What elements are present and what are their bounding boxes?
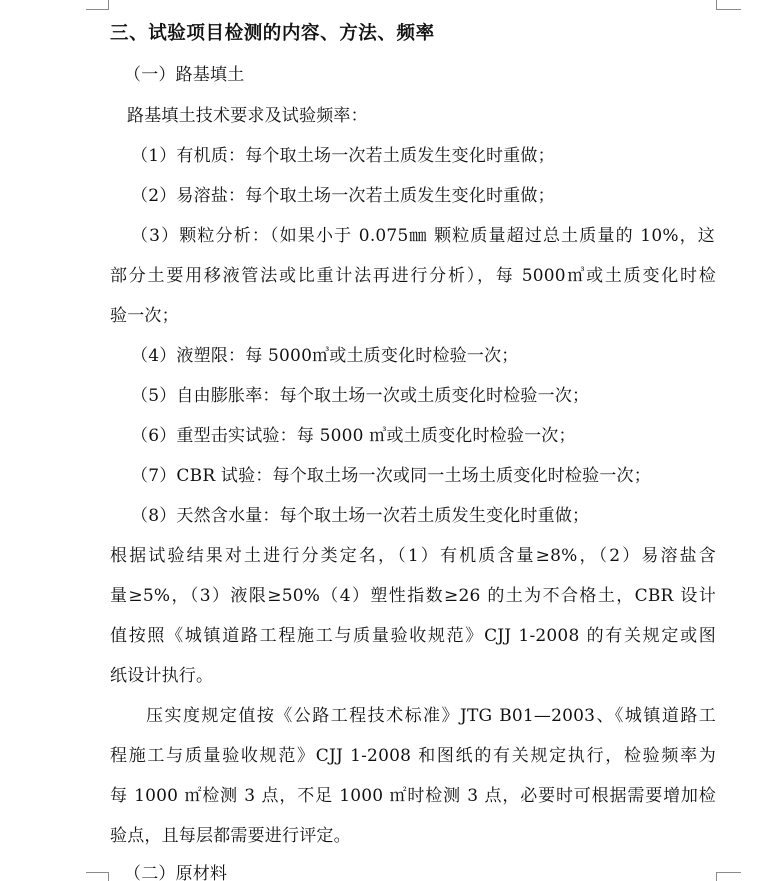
page-corner-mark [716, 872, 741, 881]
list-item: （4）液塑限：每 5000㎥或土质变化时检验一次； [131, 346, 519, 366]
list-item: （1）有机质：每个取土场一次若土质发生变化时重做； [131, 146, 555, 166]
subsection-heading: （二）原材料 [124, 864, 228, 881]
classification-paragraph: 量≥5%，（3）液限≥50%（4）塑性指数≥26 的土为不合格土，CBR 设计 [110, 586, 716, 606]
compaction-paragraph: 程施工与质量验收规范》CJJ 1-2008 和图纸的有关规定执行，检验频率为 [110, 746, 716, 766]
section-title: 三、试验项目检测的内容、方法、频率 [110, 23, 435, 44]
classification-paragraph: 值按照《城镇道路工程施工与质量验收规范》CJJ 1-2008 的有关规定或图 [110, 626, 716, 646]
list-item: （5）自由膨胀率：每个取土场一次或土质变化时检验一次； [131, 386, 590, 406]
classification-paragraph: 纸设计执行。 [110, 666, 214, 686]
list-item: （3）颗粒分析：（如果小于 0.075㎜ 颗粒质量超过总土质量的 10%，这 [131, 226, 715, 246]
classification-paragraph: 根据试验结果对土进行分类定名，（1）有机质含量≥8%，（2）易溶盐含 [110, 546, 716, 566]
compaction-paragraph: 每 1000 ㎡检测 3 点，不足 1000 ㎡时检测 3 点，必要时可根据需要增加检 [110, 786, 716, 806]
page-corner-mark [86, 0, 109, 10]
page-corner-mark [86, 872, 109, 881]
list-item-continued: 部分土要用移液管法或比重计法再进行分析），每 5000㎥或土质变化时检 [110, 266, 716, 286]
subsection-heading: （一）路基填土 [124, 65, 245, 85]
list-item: （2）易溶盐：每个取土场一次若土质发生变化时重做； [131, 186, 555, 206]
list-item: （6）重型击实试验：每 5000 ㎥或土质变化时检验一次； [131, 426, 576, 446]
list-item: （7）CBR 试验：每个取土场一次或同一土场土质变化时检验一次； [131, 466, 651, 486]
compaction-paragraph: 压实度规定值按《公路工程技术标准》JTG B01—2003、《城镇道路工 [146, 706, 716, 726]
intro-paragraph: 路基填土技术要求及试验频率： [127, 106, 368, 126]
page-corner-mark [716, 0, 741, 10]
compaction-paragraph: 验点，且每层都需要进行评定。 [110, 826, 351, 846]
list-item-continued: 验一次； [110, 306, 179, 326]
list-item: （8）天然含水量：每个取土场一次若土质发生变化时重做； [131, 506, 590, 526]
